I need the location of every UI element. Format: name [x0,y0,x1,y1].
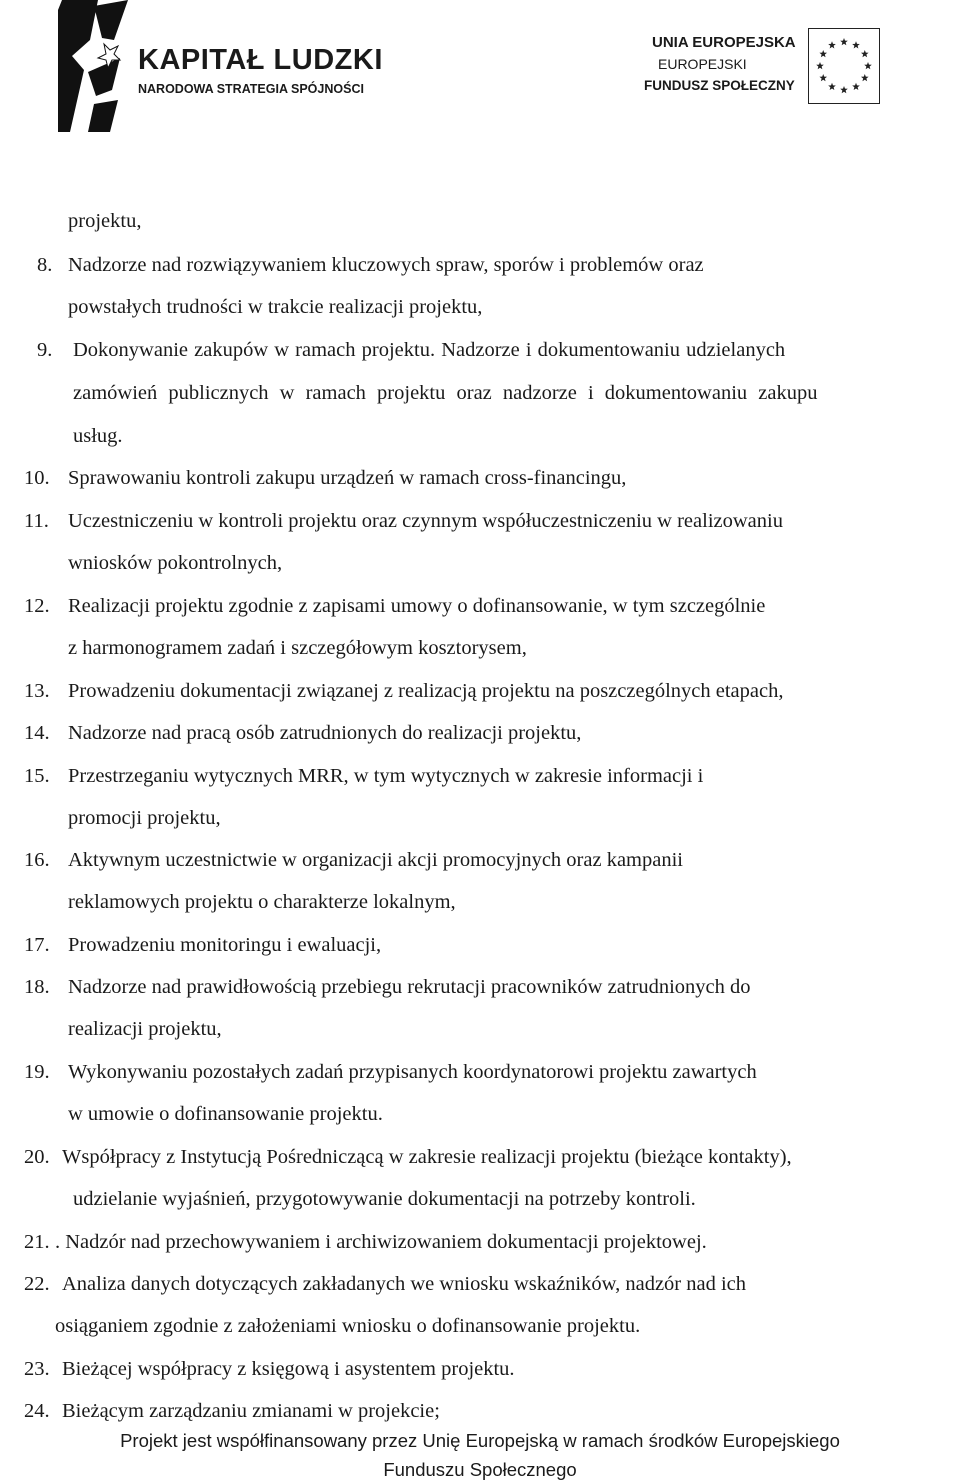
unia-europejska-logo [640,28,880,108]
item-22-line-1: Analiza danych dotyczących zakładanych we wniosku wskaźników, nadzór nad ich [62,1273,747,1295]
item-9-line-1: Dokonywanie zakupów w ramach projektu. Nadzorze i dokumentowaniu udzielanych [73,339,786,361]
item-18-line-1: Nadzorze nad prawidłowością przebiegu rekrutacji pracowników zatrudnionych do [68,976,751,998]
item-number: 19. [24,1061,50,1083]
item-20-line-1: Współpracy z Instytucją Pośredniczącą w zakresie realizacji projektu (bieżące kontakty), [62,1146,792,1168]
item-16-line-2: reklamowych projektu o charakterze lokalnym, [68,891,456,913]
item-number: 23. [24,1358,50,1380]
item-16-line-1: Aktywnym uczestnictwie w organizacji akcji promocyjnych oraz kampanii [68,849,683,871]
item-9-line-3: usług. [73,425,123,447]
item-number: 9. [37,339,53,361]
item-number: 8. [37,254,53,276]
item-19-line-1: Wykonywaniu pozostałych zadań przypisanych koordynatorowi projektu zawartych [68,1061,757,1083]
kapital-ludzki-emblem-icon [58,0,136,132]
item-11-line-1: Uczestniczeniu w kontroli projektu oraz czynnym współuczestniczeniu w realizowaniu [68,510,783,532]
item-24-line-1: Bieżącym zarządzaniu zmianami w projekcie; [62,1400,440,1422]
item-8-line-2: powstałych trudności w trakcie realizacji projektu, [68,296,483,318]
item-number: 15. [24,765,50,787]
item-10-line-1: Sprawowaniu kontroli zakupu urządzeń w ramach cross-financingu, [68,467,627,489]
item-number: 10. [24,467,50,489]
item-12-line-2: z harmonogramem zadań i szczegółowym kosztorysem, [68,637,527,659]
lead-text: projektu, [68,210,142,232]
item-12-line-1: Realizacji projektu zgodnie z zapisami umowy o dofinansowanie, w tym szczególnie [68,595,766,617]
item-number: 13. [24,680,50,702]
item-number: 12. [24,595,50,617]
item-20-line-2: udzielanie wyjaśnień, przygotowywanie dokumentacji na potrzeby kontroli. [73,1188,696,1210]
item-number: 21. [24,1231,50,1253]
item-number: 14. [24,722,50,744]
item-17-line-1: Prowadzeniu monitoringu i ewaluacji, [68,934,382,956]
kapital-ludzki-title: KAPITAŁ LUDZKI [138,44,383,76]
item-13-line-1: Prowadzeniu dokumentacji związanej z realizacją projektu na poszczególnych etapach, [68,680,784,702]
ue-line1: UNIA EUROPEJSKA [652,34,796,51]
item-19-line-2: w umowie o dofinansowanie projektu. [68,1103,383,1125]
ue-line3: FUNDUSZ SPOŁECZNY [644,78,795,93]
item-11-line-2: wniosków pokontrolnych, [68,552,283,574]
item-number: 22. [24,1273,50,1295]
footer-line-2: Funduszu Społecznego [383,1459,577,1480]
kapital-ludzki-logo [58,0,383,132]
eu-flag-icon [808,28,880,104]
item-23-line-1: Bieżącej współpracy z księgową i asystentem projektu. [62,1358,515,1380]
item-15-line-1: Przestrzeganiu wytycznych MRR, w tym wytycznych w zakresie informacji i [68,765,704,787]
item-22-line-2: osiąganiem zgodnie z założeniami wniosku o dofinansowanie projektu. [55,1315,641,1337]
item-number: 16. [24,849,50,871]
item-number: 24. [24,1400,50,1422]
item-18-line-2: realizacji projektu, [68,1018,222,1040]
item-14-line-1: Nadzorze nad pracą osób zatrudnionych do realizacji projektu, [68,722,582,744]
item-9-line-2: zamówień publicznych w ramach projektu oraz nadzorze i dokumentowaniu zakupu [73,382,818,404]
item-number: 17. [24,934,50,956]
ue-line2: EUROPEJSKI [658,56,747,72]
item-number: 18. [24,976,50,998]
item-number: 11. [24,510,49,532]
item-8-line-1: Nadzorze nad rozwiązywaniem kluczowych spraw, sporów i problemów oraz [68,254,704,276]
footer-line-1: Projekt jest współfinansowany przez Unię Europejską w ramach środków Europejskiego [120,1430,840,1451]
kapital-ludzki-subtitle: NARODOWA STRATEGIA SPÓJNOŚCI [138,82,364,96]
item-21-line-1: . Nadzór nad przechowywaniem i archiwizowaniem dokumentacji projektowej. [55,1231,707,1253]
item-number: 20. [24,1146,50,1168]
item-15-line-2: promocji projektu, [68,807,221,829]
